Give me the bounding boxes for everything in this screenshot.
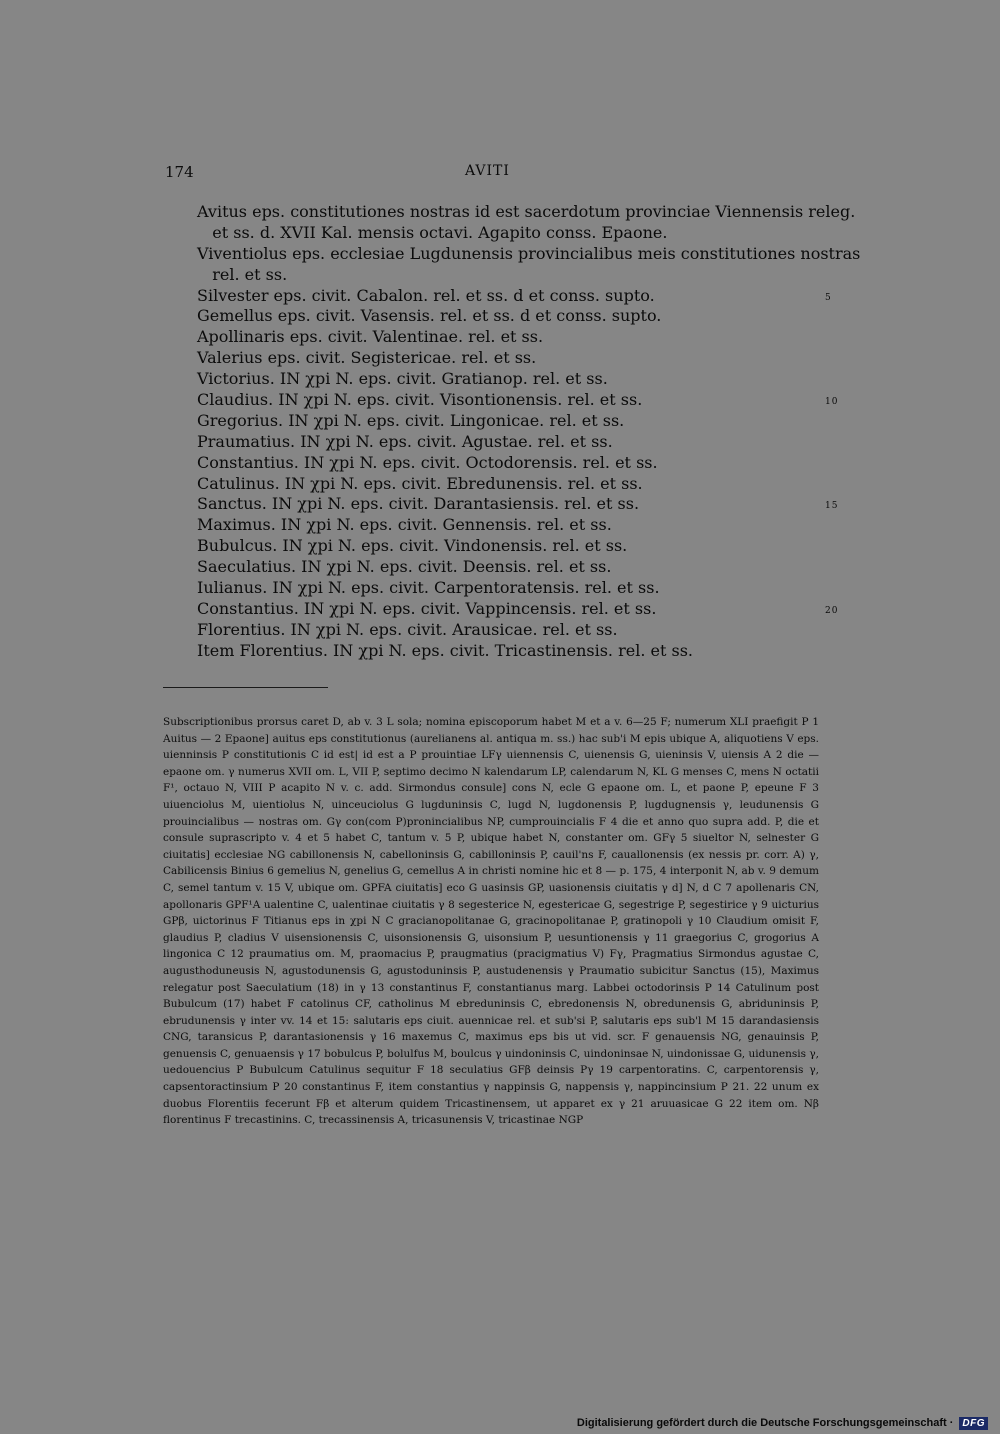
line-text: Praumatius. IN χpi N. eps. civit. Agustae. rel. et ss. [197,431,613,451]
page-header [165,163,820,185]
line-text: Maximus. IN χpi N. eps. civit. Gennensis. rel. et ss. [197,515,612,535]
text-line [197,411,837,432]
line-number: 5 [825,292,832,303]
text-line [197,494,837,515]
text-line [197,223,837,244]
text-line [197,348,837,369]
line-text: Valerius eps. civit. Segistericae. rel. et ss. [197,348,537,368]
line-text: Viventiolus eps. ecclesiae Lugdunensis provincialibus meis constitutiones nostras [197,243,861,263]
digitization-footer [577,1416,988,1430]
text-line [197,599,837,620]
line-text: et ss. d. XVII Kal. mensis octavi. Agapito conss. Epaone. [197,222,668,242]
text-line [197,536,837,557]
apparatus-text: Subscriptionibus prorsus caret D, ab v. 3 L sola; nomina episcoporum habet M et a v. 6—25 F; numerum XLI praefigit P 1 Auitus — 2 Epaone] auitus eps constitutionus (aurelianens al. antiqua m. ss.) hac sub'i M epis ubique A, aliquotiens V eps. uienninsis P constitutionis C id est| id est a P prouintiae LFγ uiennensis C, uienensis G, uieninsis V, uiensis A 2 die — epaone om. γ numerus XVII om. L, VII P, septimo decimo N kalendarum LP, calendarum N, KL G menses C, mens N octatii F¹, octauo N, VIII P acapito N v. c. add. Sirmondus consule] cons N, ecle G epaone om. L, et paone P, epeune F 3 uiuenciolus M, uientiolus N, uinceuciolus G lugduninsis C, lugd N, lugdonensis P, lugdugnensis γ, leudunensis G prouincialibus — nostras om. Gγ con(com P)pronincialibus NP, cumprouincialis F 4 die et anno quo supra add. P, die et consule suprascripto v. 4 et 5 habet C, tantum v. 5 P, ubique habet N, constanter om. GFγ 5 siueltor N, selnester G ciuitatis] ecclesiae NG cabillonensis N, cabelloninsis G, cabilloninsis P, cauil'ns F, cauallonensis (ex nessis pr. corr. A) γ, Cabilicensis Binius 6 gemelius N, genelius G, cemellus A in christi nomine hic et 8 — p. 175, 4 interponit N, ab v. 9 demum C, semel tantum v. 15 V, ubique om. GPFA ciuitatis] eco G uasinsis GP, uasionensis ciuitatis γ d] N, d C 7 apollenaris CN, apollonaris GPF¹A ualentine C, ualentinae ciuitatis γ 8 segesterice N, egestericae G, segestrige P, segestirice γ 9 uicturius GPβ, uictorinus F Titianus eps in χpi N C gracianopolitanae G, gracinopolitanae P, gratinopoli γ 10 Claudium omisit F, glaudius P, cladius V uisensionensis C, uisonsionensis G, uisonsium P, uesuntionensis γ 11 graegorius C, grogorius A lingonica C 12 praumatius om. M, praomacius P, praugmatius (pracigmatius V) Fγ, Pragmatius Sirmondus agustae C, augusthoduneusis N, agustodunensis G, agustoduninsis P, austudenensis γ Praumatio subicitur Sanctus (15), Maximus relegatur post Saeculatium (18) in γ 13 constantinus F, constantianus marg. Labbei octodorinsis P 14 Catulinum post Bubulcum (17) habet F catolinus CF, catholinus M ebreduninsis C, ebredonensis N, obredunensis G, abriduninsis P, ebrudunensis γ inter vv. 14 et 15: salutaris eps ciuit. auennicae rel. et sub'si P, salutaris eps sub'l M 15 darandasiensis CNG, taransicus P, darantasionensis γ 16 maxemus C, maximus eps bis ut vid. scr. F genauensis NG, genauinsis P, genuensis C, genuaensis γ 17 bobulcus P, bolulfus M, boulcus γ uindoninsis C, uindoninsae N, uindonissae G, uidunensis γ, uedouencius P Bubulcum Catulinus sequitur F 18 seculatius GFβ deinsis Pγ 19 carpentoratins. C, carpentorensis γ, capsentoractinsium P 20 constantinus F, item constantius γ nappinsis G, nappensis γ, nappincinsium P 21. 22 unum ex duobus Florentiis fecerunt Fβ et alterum quidem Tricastinensem, ut apparet ex γ 21 aruuasicae G 22 item om. Nβ florentinus F trecastinins. C, trecassinensis A, tricasunensis V, tricastinae NGP [163,716,819,1127]
dfg-logo: DFG [959,1417,988,1430]
line-text: Gemellus eps. civit. Vasensis. rel. et ss. d et conss. supto. [197,306,662,326]
page-number: 174 [165,163,194,181]
line-text: rel. et ss. [197,264,288,284]
line-text: Saeculatius. IN χpi N. eps. civit. Deensis. rel. et ss. [197,557,612,577]
line-text: Iulianus. IN χpi N. eps. civit. Carpentoratensis. rel. et ss. [197,578,660,598]
text-line [197,327,837,348]
line-text: Claudius. IN χpi N. eps. civit. Visontionensis. rel. et ss. [197,390,643,410]
line-text: Avitus eps. constitutiones nostras id est sacerdotum provinciae Viennensis releg. [197,202,856,221]
text-line [197,515,837,536]
line-number: 20 [825,605,839,616]
text-line [197,390,837,411]
subscription-list [197,202,861,662]
text-line [197,453,837,474]
line-text: Constantius. IN χpi N. eps. civit. Octodorensis. rel. et ss. [197,452,658,472]
text-line [197,641,837,662]
text-line [197,243,861,265]
text-line [197,578,837,599]
line-text: Bubulcus. IN χpi N. eps. civit. Vindonensis. rel. et ss. [197,536,628,556]
running-title: AVITI [465,163,510,179]
footnote-divider [163,687,328,688]
line-text: Gregorius. IN χpi N. eps. civit. Lingonicae. rel. et ss. [197,410,625,430]
line-number: 15 [825,501,839,512]
text-line [197,474,837,495]
text-line [197,432,837,453]
footer-credit: Digitalisierung gefördert durch die Deutsche Forschungsgemeinschaft · [576,1417,954,1429]
line-text: Silvester eps. civit. Cabalon. rel. et ss. d et conss. supto. [197,285,655,305]
line-text: Sanctus. IN χpi N. eps. civit. Darantasiensis. rel. et ss. [197,494,640,514]
text-line [197,557,837,578]
text-line [197,369,837,390]
text-line [197,306,837,327]
line-text: Apollinaris eps. civit. Valentinae. rel. et ss. [197,327,544,347]
text-line [197,286,837,307]
critical-apparatus [163,714,819,1129]
line-text: Item Florentius. IN χpi N. eps. civit. Tricastinensis. rel. et ss. [197,640,693,660]
text-line [197,202,856,223]
line-text: Florentius. IN χpi N. eps. civit. Arausicae. rel. et ss. [197,619,618,639]
line-text: Constantius. IN χpi N. eps. civit. Vappincensis. rel. et ss. [197,598,657,618]
line-number: 10 [825,397,839,408]
line-text: Victorius. IN χpi N. eps. civit. Gratianop. rel. et ss. [197,369,608,389]
text-line [197,620,837,641]
line-text: Catulinus. IN χpi N. eps. civit. Ebredunensis. rel. et ss. [197,473,643,493]
text-line [197,265,837,286]
